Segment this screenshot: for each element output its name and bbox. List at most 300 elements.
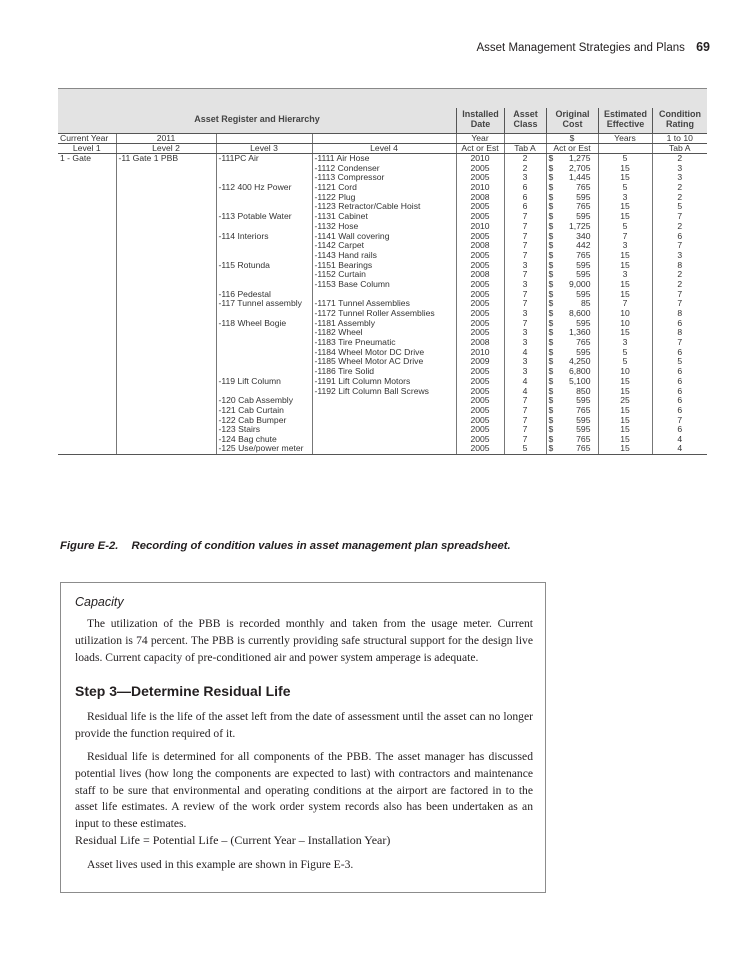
level-1-cell xyxy=(58,251,116,261)
currency-symbol: $ xyxy=(548,318,554,328)
table-row xyxy=(58,406,707,416)
level-4-cell: -1112 Condenser xyxy=(312,163,456,173)
installed-year-cell: 2005 xyxy=(456,280,504,290)
level-2-cell xyxy=(116,222,216,232)
effective-life-cell: 15 xyxy=(598,425,652,435)
level-2-cell xyxy=(116,444,216,454)
level-4-cell: -1141 Wall covering xyxy=(312,231,456,241)
level-4-cell: -1182 Wheel xyxy=(312,328,456,338)
effective-life-cell: 15 xyxy=(598,251,652,261)
original-cost-cell xyxy=(546,222,598,232)
asset-class-cell: 3 xyxy=(504,260,546,270)
current-year-label: Current Year xyxy=(58,134,116,144)
asset-class-cell: 7 xyxy=(504,231,546,241)
table-row xyxy=(58,328,707,338)
installed-year-cell: 2005 xyxy=(456,309,504,319)
level-2-cell xyxy=(116,289,216,299)
level-2-cell xyxy=(116,318,216,328)
installed-year-cell: 2005 xyxy=(456,367,504,377)
asset-class-cell: 4 xyxy=(504,386,546,396)
level-4-cell xyxy=(312,289,456,299)
installed-year-cell: 2010 xyxy=(456,347,504,357)
effective-life-cell: 10 xyxy=(598,309,652,319)
level-4-cell: -1122 Plug xyxy=(312,192,456,202)
effective-life-cell: 7 xyxy=(598,231,652,241)
level-1-cell xyxy=(58,280,116,290)
level-2-cell xyxy=(116,163,216,173)
residual-life-formula: Residual Life = Potential Life – (Current Year – Installation Year) xyxy=(75,833,391,847)
installed-year-cell: 2008 xyxy=(456,241,504,251)
effective-life-cell: 10 xyxy=(598,367,652,377)
effective-life-cell: 5 xyxy=(598,357,652,367)
original-cost-cell xyxy=(546,318,598,328)
asset-class-cell: 7 xyxy=(504,396,546,406)
condition-rating-cell: 5 xyxy=(652,202,707,212)
level-2-header: Level 2 xyxy=(116,144,216,154)
cost-amount: 6,800 xyxy=(568,366,591,377)
register-table xyxy=(58,134,707,455)
currency-symbol: $ xyxy=(548,434,554,444)
original-cost-cell xyxy=(546,241,598,251)
level-2-cell xyxy=(116,415,216,425)
original-cost-cell xyxy=(546,280,598,290)
original-cost-cell xyxy=(546,357,598,367)
condition-rating-cell: 6 xyxy=(652,231,707,241)
level-3-cell: -124 Bag chute xyxy=(216,435,312,445)
installed-year-cell: 2005 xyxy=(456,415,504,425)
level-4-cell: -1181 Assembly xyxy=(312,318,456,328)
level-2-cell xyxy=(116,338,216,348)
cost-amount: 4,250 xyxy=(568,357,591,367)
asset-class-cell: 7 xyxy=(504,425,546,435)
table-row xyxy=(58,386,707,396)
asset-class-cell: 7 xyxy=(504,435,546,445)
effective-life-cell: 15 xyxy=(598,289,652,299)
condition-rating-cell: 4 xyxy=(652,435,707,445)
currency-symbol: $ xyxy=(548,182,554,193)
level-1-cell xyxy=(58,328,116,338)
condition-rating-cell: 8 xyxy=(652,328,707,338)
asset-class-cell: 7 xyxy=(504,406,546,416)
level-2-cell xyxy=(116,212,216,222)
level-4-cell: -1143 Hand rails xyxy=(312,251,456,261)
table-row xyxy=(58,202,707,212)
currency-symbol: $ xyxy=(548,192,554,202)
table-row xyxy=(58,241,707,251)
level-3-cell xyxy=(216,338,312,348)
level-2-cell xyxy=(116,251,216,261)
currency-symbol: $ xyxy=(548,289,554,299)
installed-year-cell: 2005 xyxy=(456,425,504,435)
asset-class-cell: 3 xyxy=(504,357,546,367)
level-4-cell: -1121 Cord xyxy=(312,183,456,193)
cost-amount: 8,600 xyxy=(568,308,591,319)
condition-rating-cell: 8 xyxy=(652,309,707,319)
installed-year-cell: 2010 xyxy=(456,183,504,193)
cost-amount: 595 xyxy=(576,424,591,435)
currency-symbol: $ xyxy=(548,337,554,348)
sidebar-box xyxy=(60,582,546,893)
level-3-cell xyxy=(216,367,312,377)
original-cost-cell xyxy=(546,289,598,299)
level-1-cell xyxy=(58,347,116,357)
figure-caption xyxy=(60,540,511,552)
condition-rating-cell: 6 xyxy=(652,347,707,357)
original-cost-cell xyxy=(546,396,598,406)
level-1-cell xyxy=(58,415,116,425)
level-3-cell xyxy=(216,251,312,261)
currency-symbol: $ xyxy=(548,376,554,386)
installed-year-cell: 2005 xyxy=(456,260,504,270)
original-cost-cell xyxy=(546,192,598,202)
currency-symbol: $ xyxy=(548,211,554,222)
installed-year-cell: 2005 xyxy=(456,231,504,241)
original-cost-cell xyxy=(546,435,598,445)
original-cost-cell xyxy=(546,251,598,261)
level-2-cell xyxy=(116,328,216,338)
level-2-cell xyxy=(116,396,216,406)
condition-rating-cell: 2 xyxy=(652,192,707,202)
current-year-row xyxy=(58,134,707,144)
subheader-year: Year xyxy=(456,134,504,144)
level-4-cell: -1183 Tire Pneumatic xyxy=(312,338,456,348)
condition-rating-cell: 6 xyxy=(652,386,707,396)
currency-symbol: $ xyxy=(548,366,554,377)
table-row xyxy=(58,280,707,290)
level-4-cell: -1172 Tunnel Roller Assemblies xyxy=(312,309,456,319)
cost-amount: 340 xyxy=(576,231,591,241)
level-3-cell xyxy=(216,163,312,173)
level-3-cell: -121 Cab Curtain xyxy=(216,406,312,416)
original-cost-cell xyxy=(546,328,598,338)
col-header-condition-rating: Condition Rating xyxy=(652,108,707,133)
cost-amount: 765 xyxy=(576,202,591,212)
level-3-cell: -119 Lift Column xyxy=(216,377,312,387)
level-2-cell xyxy=(116,347,216,357)
level-1-cell xyxy=(58,309,116,319)
asset-class-cell: 7 xyxy=(504,289,546,299)
installed-year-cell: 2005 xyxy=(456,299,504,309)
original-cost-cell xyxy=(546,270,598,280)
original-cost-cell xyxy=(546,260,598,270)
level-1-cell xyxy=(58,241,116,251)
table-row xyxy=(58,444,707,454)
installed-year-cell: 2005 xyxy=(456,289,504,299)
subheader-blank xyxy=(216,134,312,144)
col-header-estimated-effective: Estimated Effective xyxy=(598,108,652,133)
asset-class-cell: 5 xyxy=(504,444,546,454)
effective-life-cell: 3 xyxy=(598,338,652,348)
table-row xyxy=(58,173,707,183)
effective-life-cell: 10 xyxy=(598,318,652,328)
cost-amount: 595 xyxy=(576,347,591,357)
col-header-asset-class: Asset Class xyxy=(504,108,546,133)
table-row xyxy=(58,309,707,319)
cost-amount: 595 xyxy=(576,395,591,406)
cost-amount: 765 xyxy=(576,182,591,193)
subheader-years: Years xyxy=(598,134,652,144)
original-cost-cell xyxy=(546,338,598,348)
condition-rating-cell: 6 xyxy=(652,425,707,435)
condition-rating-cell: 6 xyxy=(652,318,707,328)
table-row xyxy=(58,318,707,328)
level-1-cell xyxy=(58,270,116,280)
original-cost-cell xyxy=(546,444,598,454)
asset-class-cell: 7 xyxy=(504,318,546,328)
table-row xyxy=(58,192,707,202)
currency-symbol: $ xyxy=(548,231,554,241)
cost-amount: 595 xyxy=(576,415,591,425)
condition-rating-cell: 3 xyxy=(652,251,707,261)
asset-class-cell: 6 xyxy=(504,192,546,202)
asset-class-cell: 7 xyxy=(504,222,546,232)
level-4-cell: -1142 Carpet xyxy=(312,241,456,251)
level-2-cell xyxy=(116,280,216,290)
currency-symbol: $ xyxy=(548,163,554,173)
level-2-cell xyxy=(116,241,216,251)
table-row xyxy=(58,357,707,367)
register-title: Asset Register and Hierarchy xyxy=(194,114,320,124)
level-3-cell: -118 Wheel Bogie xyxy=(216,318,312,328)
original-cost-cell xyxy=(546,163,598,173)
table-row xyxy=(58,154,707,164)
currency-symbol: $ xyxy=(548,202,554,212)
subheader-blank xyxy=(504,134,546,144)
level-4-cell xyxy=(312,396,456,406)
level-1-cell: 1 - Gate xyxy=(60,153,92,164)
level-1-cell xyxy=(58,386,116,396)
level-3-header: Level 3 xyxy=(216,144,312,154)
asset-class-cell: 7 xyxy=(504,212,546,222)
table-row xyxy=(58,212,707,222)
cost-amount: 2,705 xyxy=(568,163,591,173)
cost-amount: 765 xyxy=(576,405,591,415)
installed-year-cell: 2008 xyxy=(456,338,504,348)
asset-class-cell: 3 xyxy=(504,367,546,377)
effective-life-cell: 5 xyxy=(598,222,652,232)
level-4-cell: -1186 Tire Solid xyxy=(312,367,456,377)
level-1-cell xyxy=(58,338,116,348)
step-heading: Step 3—Determine Residual Life xyxy=(75,683,291,699)
condition-rating-cell: 4 xyxy=(652,444,707,454)
level-1-cell xyxy=(58,173,116,183)
level-1-cell xyxy=(58,377,116,387)
subheader-tab-a: Tab A xyxy=(652,144,707,154)
level-3-cell xyxy=(216,241,312,251)
level-3-cell: -116 Pedestal xyxy=(216,289,312,299)
table-row xyxy=(58,289,707,299)
spreadsheet-header xyxy=(58,108,707,134)
installed-year-cell: 2005 xyxy=(456,163,504,173)
currency-symbol: $ xyxy=(548,444,554,454)
level-header-row xyxy=(58,144,707,154)
asset-class-cell: 3 xyxy=(504,338,546,348)
cost-amount: 850 xyxy=(576,386,591,396)
installed-year-cell: 2005 xyxy=(456,406,504,416)
current-year-value: 2011 xyxy=(116,134,216,144)
col-header-installed-date: Installed Date xyxy=(456,108,504,133)
level-1-cell xyxy=(58,444,116,454)
table-row xyxy=(58,260,707,270)
asset-class-cell: 4 xyxy=(504,347,546,357)
subheader-scale: 1 to 10 xyxy=(652,134,707,144)
effective-life-cell: 15 xyxy=(598,377,652,387)
level-2-cell xyxy=(116,173,216,183)
cost-amount: 5,100 xyxy=(568,376,591,386)
level-2-cell: -11 Gate 1 PBB xyxy=(116,154,216,164)
level-3-cell xyxy=(216,357,312,367)
original-cost-cell xyxy=(546,347,598,357)
level-2-cell xyxy=(116,309,216,319)
table-row xyxy=(58,367,707,377)
condition-rating-cell: 6 xyxy=(652,367,707,377)
level-3-cell xyxy=(216,309,312,319)
cost-amount: 1,445 xyxy=(568,173,591,183)
level-4-cell: -1153 Base Column xyxy=(312,280,456,290)
capacity-title: Capacity xyxy=(75,595,124,609)
level-1-cell xyxy=(58,212,116,222)
currency-symbol: $ xyxy=(548,240,554,251)
table-row xyxy=(58,347,707,357)
effective-life-cell: 15 xyxy=(598,280,652,290)
effective-life-cell: 15 xyxy=(598,415,652,425)
level-1-cell xyxy=(58,357,116,367)
level-2-cell xyxy=(116,299,216,309)
level-1-cell xyxy=(58,183,116,193)
table-row xyxy=(58,425,707,435)
currency-symbol: $ xyxy=(548,405,554,415)
original-cost-cell xyxy=(546,367,598,377)
level-1-cell xyxy=(58,289,116,299)
level-4-cell: -1192 Lift Column Ball Screws xyxy=(312,386,456,396)
original-cost-cell xyxy=(546,183,598,193)
installed-year-cell: 2005 xyxy=(456,318,504,328)
asset-lives-paragraph: Asset lives used in this example are shown in Figure E-3. xyxy=(87,858,354,871)
level-4-cell: -1151 Bearings xyxy=(312,260,456,270)
level-3-cell xyxy=(216,328,312,338)
level-4-cell: -1111 Air Hose xyxy=(312,154,456,164)
level-3-cell: -113 Potable Water xyxy=(216,212,312,222)
level-3-cell xyxy=(216,222,312,232)
installed-year-cell: 2008 xyxy=(456,192,504,202)
condition-rating-cell: 5 xyxy=(652,357,707,367)
currency-symbol: $ xyxy=(548,328,554,338)
level-1-cell xyxy=(58,318,116,328)
table-row xyxy=(58,163,707,173)
effective-life-cell: 15 xyxy=(598,202,652,212)
level-1-cell xyxy=(58,260,116,270)
level-4-cell: -1191 Lift Column Motors xyxy=(312,377,456,387)
installed-year-cell: 2005 xyxy=(456,377,504,387)
currency-symbol: $ xyxy=(548,250,554,260)
level-4-cell: -1123 Retractor/Cable Hoist xyxy=(312,202,456,212)
level-1-cell xyxy=(58,163,116,173)
cost-amount: 595 xyxy=(576,269,591,280)
cost-amount: 442 xyxy=(576,240,591,251)
running-header xyxy=(476,40,710,54)
currency-symbol: $ xyxy=(548,260,554,270)
effective-life-cell: 7 xyxy=(598,299,652,309)
effective-life-cell: 3 xyxy=(598,241,652,251)
residual-paragraph-2: Residual life is determined for all components of the PBB. The asset manager has discussed potential lives (how long the components are expected to last) with contractors and maintenance staff to be sure that environmental and operating conditions at the airport are factored in to the asset life estimates. A review of the work order system records also has been undertaken as an input to these estimates. xyxy=(75,750,533,831)
level-2-cell xyxy=(116,386,216,396)
original-cost-cell xyxy=(546,154,598,164)
condition-rating-cell: 3 xyxy=(652,163,707,173)
level-3-cell xyxy=(216,192,312,202)
installed-year-cell: 2005 xyxy=(456,386,504,396)
table-row xyxy=(58,435,707,445)
condition-rating-cell: 2 xyxy=(652,183,707,193)
level-2-cell xyxy=(116,367,216,377)
subheader-blank xyxy=(312,134,456,144)
effective-life-cell: 15 xyxy=(598,173,652,183)
spreadsheet-top-band xyxy=(58,88,707,108)
level-1-cell xyxy=(58,396,116,406)
currency-symbol: $ xyxy=(548,424,554,435)
installed-year-cell: 2005 xyxy=(456,328,504,338)
level-4-cell xyxy=(312,444,456,454)
original-cost-cell xyxy=(546,386,598,396)
effective-life-cell: 15 xyxy=(598,406,652,416)
condition-rating-cell: 7 xyxy=(652,415,707,425)
asset-class-cell: 6 xyxy=(504,183,546,193)
asset-register-spreadsheet xyxy=(58,88,707,455)
original-cost-cell xyxy=(546,202,598,212)
level-1-header: Level 1 xyxy=(58,144,116,154)
level-2-cell xyxy=(116,377,216,387)
asset-class-cell: 7 xyxy=(504,251,546,261)
cost-amount: 595 xyxy=(576,318,591,328)
level-2-cell xyxy=(116,183,216,193)
original-cost-cell xyxy=(546,415,598,425)
asset-class-cell: 2 xyxy=(504,154,546,164)
level-3-cell: -120 Cab Assembly xyxy=(216,396,312,406)
condition-rating-cell: 7 xyxy=(652,241,707,251)
level-1-cell xyxy=(58,202,116,212)
level-3-cell xyxy=(216,386,312,396)
condition-rating-cell: 7 xyxy=(652,289,707,299)
figure-number: Figure E-2. xyxy=(60,540,119,552)
level-3-cell: -122 Cab Bumper xyxy=(216,415,312,425)
currency-symbol: $ xyxy=(548,415,554,425)
condition-rating-cell: 8 xyxy=(652,260,707,270)
effective-life-cell: 15 xyxy=(598,260,652,270)
cost-amount: 765 xyxy=(576,434,591,444)
asset-class-cell: 3 xyxy=(504,280,546,290)
capacity-paragraph: The utilization of the PBB is recorded monthly and taken from the usage meter. Current utilization is 74 percent. The PBB is currently providing safe structural support for the design live loads. Current capacity of pre-conditioned air and power system amperage is adequate. xyxy=(75,617,533,664)
currency-symbol: $ xyxy=(548,357,554,367)
level-4-cell xyxy=(312,406,456,416)
table-row xyxy=(58,299,707,309)
table-row xyxy=(58,183,707,193)
installed-year-cell: 2005 xyxy=(456,202,504,212)
installed-year-cell: 2010 xyxy=(456,154,504,164)
level-3-cell xyxy=(216,202,312,212)
installed-year-cell: 2005 xyxy=(456,435,504,445)
level-2-cell xyxy=(116,425,216,435)
subheader-act-or-est: Act or Est xyxy=(456,144,504,154)
installed-year-cell: 2009 xyxy=(456,357,504,367)
cost-amount: 765 xyxy=(576,250,591,260)
level-2-cell xyxy=(116,231,216,241)
level-3-cell xyxy=(216,280,312,290)
level-1-cell xyxy=(58,231,116,241)
cost-amount: 595 xyxy=(576,260,591,270)
asset-class-cell: 3 xyxy=(504,328,546,338)
original-cost-cell xyxy=(546,425,598,435)
level-4-header: Level 4 xyxy=(312,144,456,154)
level-3-cell xyxy=(216,347,312,357)
